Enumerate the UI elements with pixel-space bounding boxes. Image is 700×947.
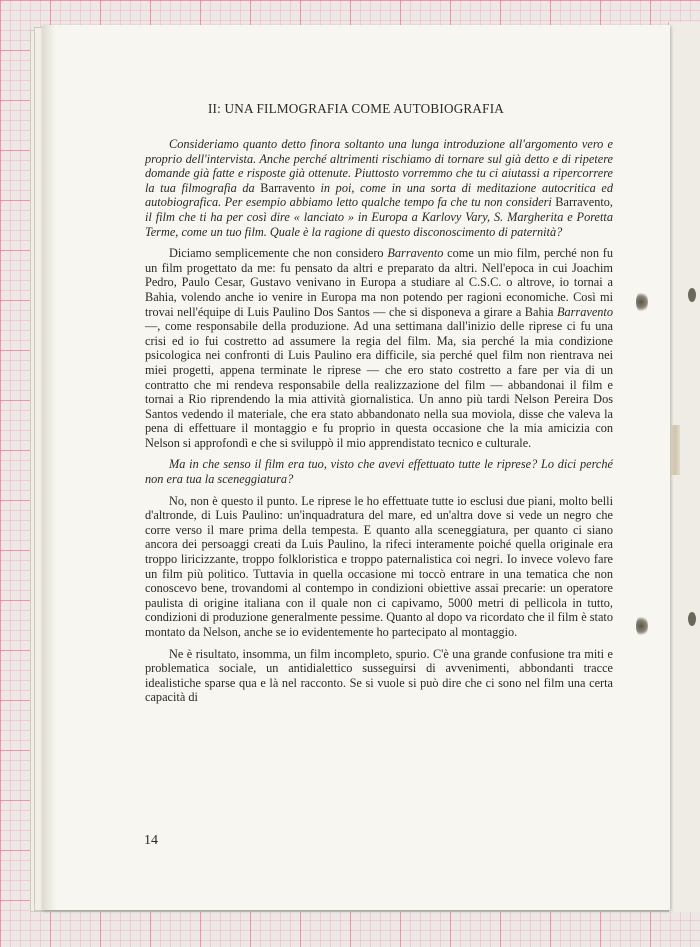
- text-segment: No, non è questo il punto. Le riprese le ho effettuate tutte io esclusi due piani, molto belli d'altronde, di Luis Paulino: un'inquadratura del mare, ed un'altra dove si vede un negro che corre verso il mare prima della tempesta. E quanto alla sceneggiatura, per quanto ci siano ancora dei persoaggi creati da Luis Paulino, la rifeci interamente poiché quella originale era troppo liricizzante, troppo folkloristica e troppo paternalistica coi negri. Io invece volevo fare un film più politico. Tuttavia in quella occasione mi toccò entrare in una tematica che non conoscevo bene, trovandomi al contempo in condizioni obiettive assai precarie: un operatore paulista di origine italiana con il quale non ci capivamo, 5000 metri di pellicola in tutto, condizioni di produzione generalmente pessime. Quanto al dopo va ricordato che il film è stato montato da Nelson, anche se io evidentemente ho partecipato al montaggio.: [145, 493, 613, 639]
- answer-paragraph: [145, 647, 613, 705]
- punch-hole: [688, 288, 696, 302]
- punch-hole: [688, 612, 696, 626]
- text-segment: Barravento: [387, 246, 444, 261]
- text-segment: in poi, come in una sorta di meditazione autocritica ed autobiografica. Per esempio abbiamo letto qualche tempo fa che tu non consideri: [145, 180, 613, 210]
- question-paragraph: [145, 457, 613, 486]
- punch-hole-shadow: [636, 615, 648, 637]
- answer-paragraph: [145, 494, 613, 640]
- answer-paragraph: [145, 246, 613, 450]
- text-segment: —, come responsabile della produzione. Ad una settimana dall'inizio delle riprese ci fu una crisi ed io fui costretto ad assumere la regia del film. Ma, sia perché la mia condizione psicologica nei confronti di Luis Paulino era difficile, sia perché quel film non rientrava nei miei progetti, appena terminate le riprese — che ero stato costretto a fare per via di un contratto che mi rendeva responsabile della realizzazione del film — abbandonai il film e tornai a Rio riprendendo la mia attività giornalistica. Un anno più tardi Nelson Pereira Dos Santos vedendo il materiale, che era stato abbandonato nella sua moviola, disse che valeva la pena di effettuare il montaggio e fu proprio in questa occasione che la mia amicizia con Nelson si approfondì e che si sviluppò il mio apprendistato tecnico e culturale.: [145, 319, 613, 450]
- text-segment: Barravento: [556, 304, 613, 319]
- text-segment: come un mio film, perché non fu un film progettato da me: fu pensato da altri e preparato da altri. Nell'epoca in cui Joachim Pedro, Paulo Cesar, Gustavo venivano in Europa a studiare al C.S.C. o altrove, io tornai a Bahia, volendo anche io venire in Europa ma non potendo per ragioni economiche. Così mi trovai nell'équipe di Luis Paulino Dos Santos — che si disponeva a girare a Bahia: [145, 246, 614, 319]
- text-segment: Barravento,: [555, 195, 613, 210]
- text-segment: Consideriamo quanto detto finora soltanto una lunga introduzione all'argomento vero e proprio dell'intervista. Anche perché altrimenti rischiamo di tornare sul già detto e di ripetere domande già fatte e risposte già ottenute. Piuttosto vorremmo che tu ci aiutassi a ripercorrere la tua filmografia da: [145, 137, 613, 195]
- chapter-title: II: UNA FILMOGRAFIA COME AUTOBIOGRAFIA: [207, 101, 505, 116]
- text-segment: Ma in che senso il film era tuo, visto che avevi effettuato tutte le riprese? Lo dici perché non era tua la sceneggiatura?: [145, 457, 613, 487]
- text-segment: Diciamo semplicemente che non considero: [169, 246, 388, 261]
- page-binding-shadow: [42, 25, 56, 910]
- book-page: [42, 25, 670, 910]
- page-edge-tear: [670, 425, 680, 475]
- page-number: 14: [144, 833, 158, 848]
- text-segment: Ne è risultato, insomma, un film incompleto, spurio. C'è una grande confusione tra miti e problematica sociale, un antidialettico susseguirsi di avvenimenti, abbondanti tracce idealistiche sparse qua e là nel racconto. Se si vuole si può dire che ci sono nel film una certa capacità di: [145, 646, 613, 705]
- text-segment: il film che ti ha per così dire « lanciato » in Europa a Karlovy Vary, S. Margherita e Poretta Terme, come un tuo film. Quale è la ragione di questo disconoscimento di paternità?: [145, 209, 613, 239]
- question-paragraph: [145, 137, 613, 239]
- text-segment: Barravento: [260, 180, 315, 195]
- body-text: [145, 137, 613, 712]
- punch-hole-shadow: [636, 291, 648, 313]
